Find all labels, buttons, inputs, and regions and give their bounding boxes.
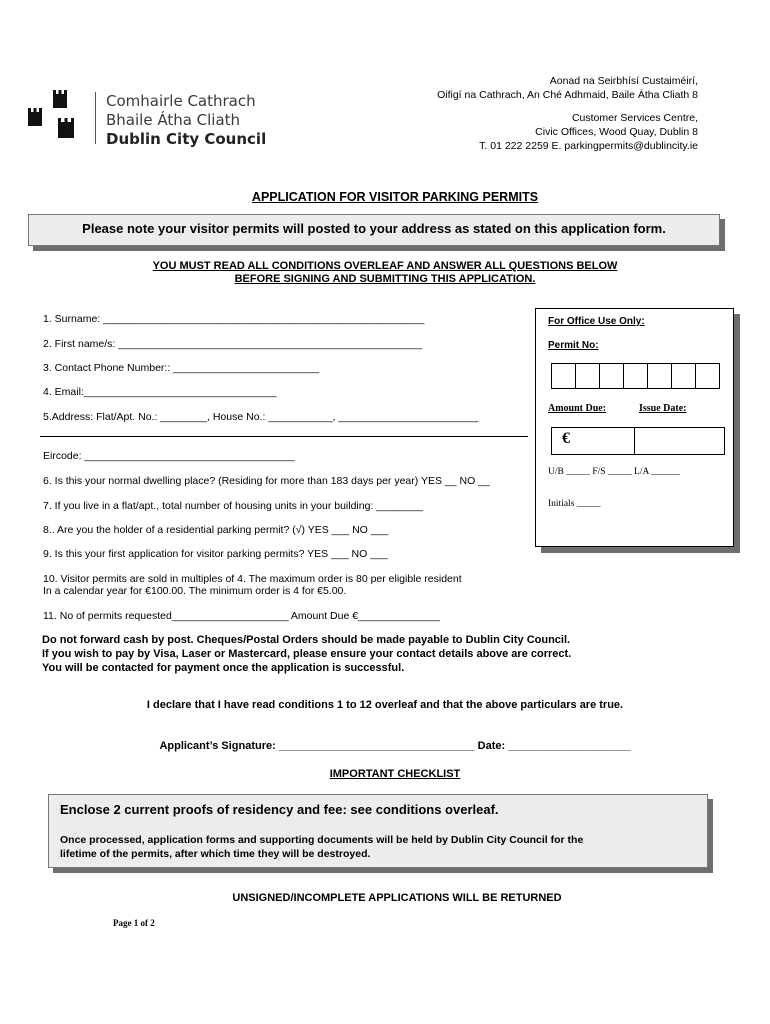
- phone-field[interactable]: 3. Contact Phone Number:: _________________________: [43, 362, 320, 374]
- initials-label: Initials _____: [548, 499, 601, 509]
- housing-units-question[interactable]: 7. If you live in a flat/apt., total number of housing units in your building: ________: [43, 500, 423, 512]
- irish-address: Aonad na Seirbhísí Custaiméirí, Oifigí na Cathrach, An Ché Adhmaid, Baile Átha Cliath 8: [437, 75, 698, 101]
- checklist-heading: Enclose 2 current proofs of residency and fee: see conditions overleaf.: [60, 802, 499, 817]
- amount-date-boxes[interactable]: [552, 427, 725, 455]
- must-read-notice: YOU MUST READ ALL CONDITIONS OVERLEAF AND ANSWER ALL QUESTIONS BELOW BEFORE SIGNING AND SUBMITTING THIS APPLICATION.: [152, 260, 618, 285]
- notice-box: [28, 214, 720, 246]
- residential-permit-question[interactable]: 8.. Are you the holder of a residential parking permit? (√) YES ___ NO ___: [43, 524, 389, 536]
- address-underline: [40, 436, 528, 437]
- council-name: [106, 92, 266, 149]
- dublin-castles-logo-icon: [28, 88, 80, 144]
- amount-due-label: Amount Due:: [548, 403, 607, 414]
- first-name-field[interactable]: 2. First name/s: ____________________________________________________: [43, 338, 422, 350]
- first-application-question[interactable]: 9. Is this your first application for visitor parking permits? YES ___ NO ___: [43, 548, 388, 560]
- form-title: APPLICATION FOR VISITOR PARKING PERMITS: [251, 190, 539, 204]
- permits-requested-field[interactable]: 11. No of permits requested____________________ Amount Due €______________: [43, 610, 440, 622]
- dwelling-question[interactable]: 6. Is this your normal dwelling place? (Residing for more than 183 days per year) YES __ NO __: [43, 475, 490, 487]
- signature-line[interactable]: Applicant’s Signature: ________________________________ Date: ____________________: [159, 740, 631, 752]
- checklist-title: IMPORTANT CHECKLIST: [329, 768, 461, 780]
- visitor-permits-info-1: 10. Visitor permits are sold in multiples of 4. The maximum order is 80 per eligible resident: [43, 573, 462, 585]
- email-field[interactable]: 4. Email:_________________________________: [43, 386, 277, 398]
- council-name-irish-2: Bhaile Átha Cliath: [106, 111, 241, 129]
- permit-no-label: Permit No:: [548, 340, 599, 351]
- page-number: Page 1 of 2: [113, 918, 155, 928]
- euro-symbol: €: [562, 430, 570, 447]
- surname-field[interactable]: 1. Surname: _______________________________________________________: [43, 313, 425, 325]
- permit-no-boxes[interactable]: [552, 363, 720, 389]
- eircode-field[interactable]: Eircode: ____________________________________: [43, 450, 295, 462]
- visitor-permits-info-2: In a calendar year for €100.00. The minimum order is 4 for €5.00.: [43, 585, 347, 597]
- office-use-box: [535, 308, 734, 547]
- logo-divider: [95, 92, 96, 144]
- office-codes: U/B _____ F/S _____ L/A ______: [548, 467, 680, 477]
- checklist-paragraph: Once processed, application forms and supporting documents will be held by Dublin City Council for the lifetime of the permits, after which time they will be destroyed.: [60, 834, 584, 860]
- notice-text: Please note your visitor permits will posted to your address as stated on this application form.: [82, 221, 666, 236]
- council-name-english: Dublin City Council: [106, 130, 267, 148]
- address-field[interactable]: 5.Address: Flat/Apt. No.: ________, House No.: ___________, ________________________: [43, 411, 479, 423]
- council-name-irish-1: Comhairle Cathrach: [106, 92, 256, 110]
- english-address: Customer Services Centre, Civic Offices, Wood Quay, Dublin 8 T. 01 222 2259 E. parkingpermits@dublincity.ie: [479, 112, 698, 152]
- checklist-box: [48, 794, 708, 868]
- payment-instructions: Do not forward cash by post. Cheques/Postal Orders should be made payable to Dublin City Council. If you wish to pay by Visa, Laser or Mastercard, please ensure your contact details above are correct. You will be contacted for payment once the application is successful.: [42, 634, 572, 674]
- issue-date-label: Issue Date:: [639, 403, 687, 414]
- declaration-text: I declare that I have read conditions 1 to 12 overleaf and that the above particulars are true.: [146, 699, 624, 711]
- unsigned-warning: UNSIGNED/INCOMPLETE APPLICATIONS WILL BE RETURNED: [232, 892, 562, 904]
- office-use-heading: For Office Use Only:: [548, 316, 645, 327]
